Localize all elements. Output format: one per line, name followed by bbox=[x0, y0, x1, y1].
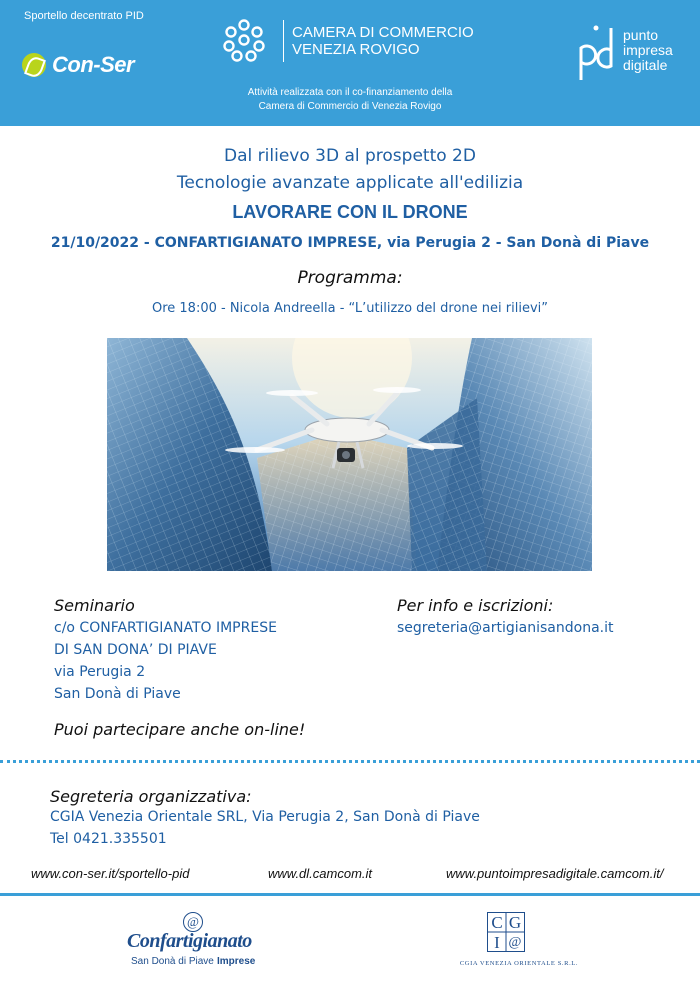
conser-logo-text: Con-Ser bbox=[52, 52, 135, 77]
info-email-link[interactable]: segreteria@artigianisandona.it bbox=[397, 620, 614, 636]
dotted-divider bbox=[0, 760, 700, 763]
cgia-logo bbox=[459, 912, 586, 972]
confartigianato-sub1: San Donà di Piave bbox=[131, 956, 214, 967]
confartigianato-at-icon: @ bbox=[183, 912, 203, 932]
camcom-divider bbox=[283, 20, 284, 62]
conser-logo bbox=[22, 50, 134, 80]
confartigianato-logo-name: Confartigianato bbox=[127, 930, 252, 952]
organizer-address: CGIA Venezia Orientale SRL, Via Perugia 2, San Donà di Piave bbox=[50, 809, 480, 825]
pid-line2: impresa bbox=[623, 42, 673, 58]
cgia-letter: I bbox=[494, 933, 500, 952]
cgia-letter: @ bbox=[508, 935, 522, 950]
seminar-address bbox=[54, 617, 277, 705]
confartigianato-logo bbox=[125, 912, 265, 972]
online-note: Puoi partecipare anche on-line! bbox=[54, 720, 306, 739]
event-title-line2: Tecnologie avanzate applicate all'edilizia bbox=[176, 173, 524, 193]
cofinancing-line1: Attività realizzata con il co-finanziamento della bbox=[247, 87, 453, 98]
footer-rule bbox=[0, 893, 700, 896]
program-heading: Programma: bbox=[297, 268, 403, 288]
program-item: Ore 18:00 - Nicola Andreella - “L’utilizzo del drone nei rilievi” bbox=[151, 301, 549, 316]
info-heading: Per info e iscrizioni: bbox=[397, 596, 554, 615]
pid-logo-icon bbox=[576, 22, 616, 84]
cofinancing-line2: Camera di Commercio di Venezia Rovigo bbox=[258, 101, 442, 112]
event-date-location: 21/10/2022 - CONFARTIGIANATO IMPRESE, via Perugia 2 - San Donà di Piave bbox=[50, 235, 650, 251]
conser-leaf-icon bbox=[22, 53, 46, 77]
confartigianato-sub2: Imprese bbox=[217, 956, 256, 967]
drone-photo bbox=[107, 338, 592, 571]
organizer-phone: Tel 0421.335501 bbox=[50, 831, 167, 847]
site-link-pid[interactable]: www.puntoimpresadigitale.camcom.it/ bbox=[446, 866, 664, 881]
cofinancing-note bbox=[200, 86, 500, 114]
pid-line3: digitale bbox=[623, 57, 668, 73]
camcom-emblem-icon bbox=[222, 18, 266, 62]
site-link-camcom[interactable]: www.dl.camcom.it bbox=[268, 866, 373, 881]
pid-logo-text bbox=[623, 28, 673, 73]
seminar-heading: Seminario bbox=[54, 596, 135, 615]
pid-line1: punto bbox=[623, 27, 659, 43]
cgia-letter: C bbox=[491, 913, 503, 932]
event-title-line1: Dal rilievo 3D al prospetto 2D bbox=[224, 146, 476, 166]
seminar-line: c/o CONFARTIGIANATO IMPRESE bbox=[54, 620, 277, 636]
site-link-conser[interactable]: www.con-ser.it/sportello-pid bbox=[31, 866, 190, 881]
camcom-name bbox=[292, 24, 474, 58]
header-banner bbox=[0, 0, 700, 126]
organizer-heading: Segreteria organizzativa: bbox=[50, 787, 252, 806]
camcom-name-line2: VENEZIA ROVIGO bbox=[292, 41, 420, 58]
cgia-letter: G bbox=[508, 913, 522, 932]
seminar-line: San Donà di Piave bbox=[54, 686, 181, 702]
cgia-logo-name: CGIA VENEZIA ORIENTALE S.R.L. bbox=[459, 960, 579, 967]
seminar-line: via Perugia 2 bbox=[54, 664, 146, 680]
camcom-name-line1: CAMERA DI COMMERCIO bbox=[292, 24, 474, 41]
event-headline: LAVORARE CON IL DRONE bbox=[232, 202, 468, 222]
sportello-label: Sportello decentrato PID bbox=[24, 10, 144, 22]
seminar-line: DI SAN DONA’ DI PIAVE bbox=[54, 642, 217, 658]
